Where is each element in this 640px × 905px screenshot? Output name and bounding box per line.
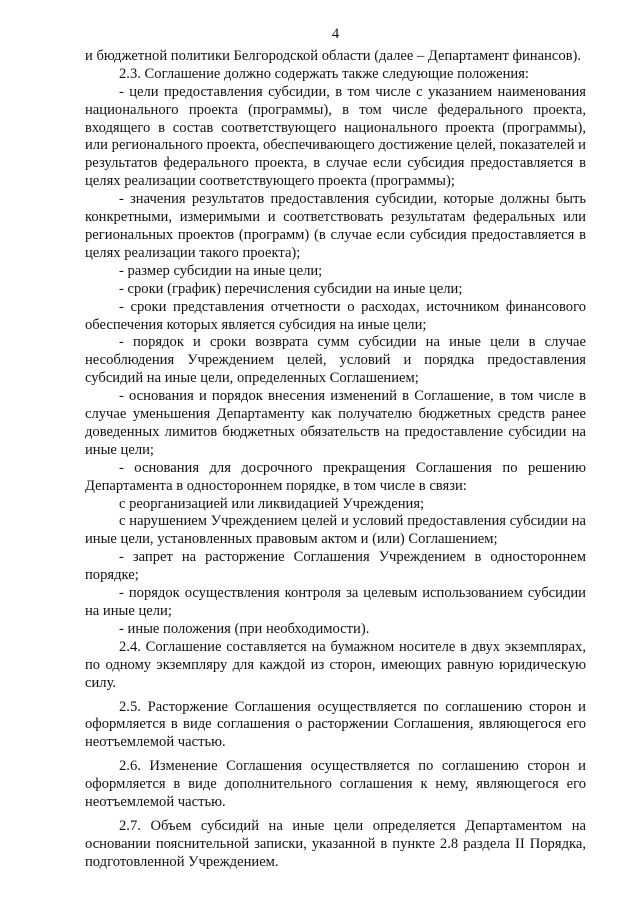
list-item-amount: - размер субсидии на иные цели; (119, 262, 323, 279)
list-item-refund: - порядок и сроки возврата сумм субсидии на иные цели в случае несоблюдения Учреждением целей, условий и порядка предоставления субсидий на иные цели, определенных Соглашением; (85, 334, 586, 387)
paragraph-2-4: 2.4. Соглашение составляется на бумажном носителе в двух экземплярах, по одному экземпляру для каждой из сторон, имеющих равную юридическую силу. (85, 638, 586, 691)
page-number: 4 (331, 26, 340, 42)
paragraph-2-6: 2.6. Изменение Соглашения осуществляется по соглашению сторон и оформляется в виде дополнительного соглашения к нему, являющегося его неотъемлемой частью. (85, 758, 586, 811)
list-item-goals: - цели предоставления субсидии, в том числе с указанием наименования национального проекта (программы), в том числе федерального проекта, входящего в состав соответствующего национального проекта (программы), или регионального проекта, обеспечивающего достижение целей, показателей и результатов федерального проекта, в случае если субсидия предоставляется в целях реализации соответствующего проекта (программы); (85, 83, 586, 190)
paragraph-2-7: 2.7. Объем субсидий на иные цели определяется Департаментом на основании пояснительной записки, указанной в пункте 2.8 раздела II Порядка, подготовленной Учреждением. (85, 817, 586, 870)
list-item-schedule: - сроки (график) перечисления субсидии на иные цели; (119, 280, 463, 297)
list-item-prohibition: - запрет на расторжение Соглашения Учреждением в одностороннем порядке; (85, 549, 586, 584)
list-item-control: - порядок осуществления контроля за целевым использованием субсидии на иные цели; (85, 585, 586, 619)
list-item-violation: с нарушением Учреждением целей и условий предоставления субсидии на иные цели, установленных правовым актом и (или) Соглашением; (85, 513, 586, 548)
list-item-results: - значения результатов предоставления субсидии, которые должны быть конкретными, измеримыми и соответствовать результатам федеральных или региональных проектов (программ) (в случае если субсидия предоставляется в целях реализации такого проекта); (85, 191, 586, 261)
list-item-reorganization: с реорганизацией или ликвидацией Учреждения; (119, 495, 425, 512)
list-item-termination: - основания для досрочного прекращения Соглашения по решению Департамента в одностороннем порядке, в том числе в связи: (85, 459, 586, 494)
paragraph-2-3: 2.3. Соглашение должно содержать также следующие положения: (119, 65, 529, 82)
list-item-amendments: - основания и порядок внесения изменений в Соглашение, в том числе в случае уменьшения Департаменту как получателю бюджетных средств ранее доведенных лимитов бюджетных обязательств на предоставление субсидии на иные цели; (85, 388, 586, 458)
paragraph-2-5: 2.5. Расторжение Соглашения осуществляется по соглашению сторон и оформляется в виде соглашения о расторжении Соглашения, являющегося его неотъемлемой частью. (85, 698, 586, 751)
list-item-reporting: - сроки представления отчетности о расходах, источником финансового обеспечения которых является субсидия на иные цели; (85, 298, 586, 333)
paragraph-continuation: и бюджетной политики Белгородской области (далее – Департамент финансов). (85, 47, 582, 64)
list-item-other: - иные положения (при необходимости). (119, 620, 370, 637)
